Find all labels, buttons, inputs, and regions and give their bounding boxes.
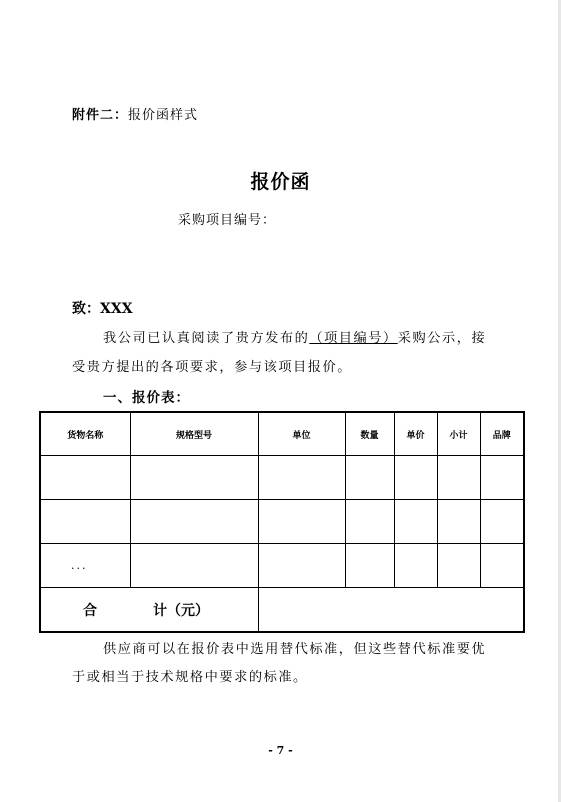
project-number-label: 采购项目编号： — [178, 213, 277, 228]
page-number: - 7 - — [268, 744, 293, 757]
paragraph-1 — [103, 327, 486, 346]
table-header-row — [40, 412, 524, 456]
section-title: 一、报价表： — [103, 390, 190, 406]
header-quantity: 数量 — [345, 412, 394, 456]
annex-heading — [72, 104, 198, 123]
total-row — [40, 588, 524, 633]
document-title: 报价函 — [250, 171, 311, 193]
total-label-a: 合 — [83, 602, 97, 619]
recipient: 致：XXX — [72, 301, 133, 317]
header-goods-name: 货物名称 — [40, 412, 130, 456]
ellipsis-cell: ... — [40, 544, 130, 588]
project-number-placeholder: （项目编号） — [309, 331, 398, 346]
header-subtotal: 小计 — [437, 412, 480, 456]
header-unit-price: 单价 — [394, 412, 437, 456]
table-row — [40, 500, 524, 544]
header-unit: 单位 — [258, 412, 345, 456]
footer-paragraph-2: 于或相当于技术规格中要求的标准。 — [72, 670, 308, 685]
paragraph-1-before: 我公司已认真阅读了贵方发布的 — [103, 331, 310, 346]
total-value-cell — [258, 588, 524, 633]
header-spec-model: 规格型号 — [130, 412, 258, 456]
footer-paragraph-1: 供应商可以在报价表中选用替代标准，但这些替代标准要优 — [103, 642, 487, 657]
annex-label: 附件二： — [72, 108, 129, 123]
paragraph-2: 受贵方提出的各项要求，参与该项目报价。 — [72, 360, 353, 375]
annex-title: 报价函样式 — [128, 108, 199, 123]
table-row — [40, 456, 524, 500]
quote-table — [39, 411, 525, 633]
paragraph-1-after: 采购公示，接 — [397, 331, 487, 346]
total-label-b: 计（元） — [153, 602, 209, 619]
total-label — [40, 588, 258, 633]
header-brand: 品牌 — [480, 412, 524, 456]
table-row — [40, 544, 524, 588]
